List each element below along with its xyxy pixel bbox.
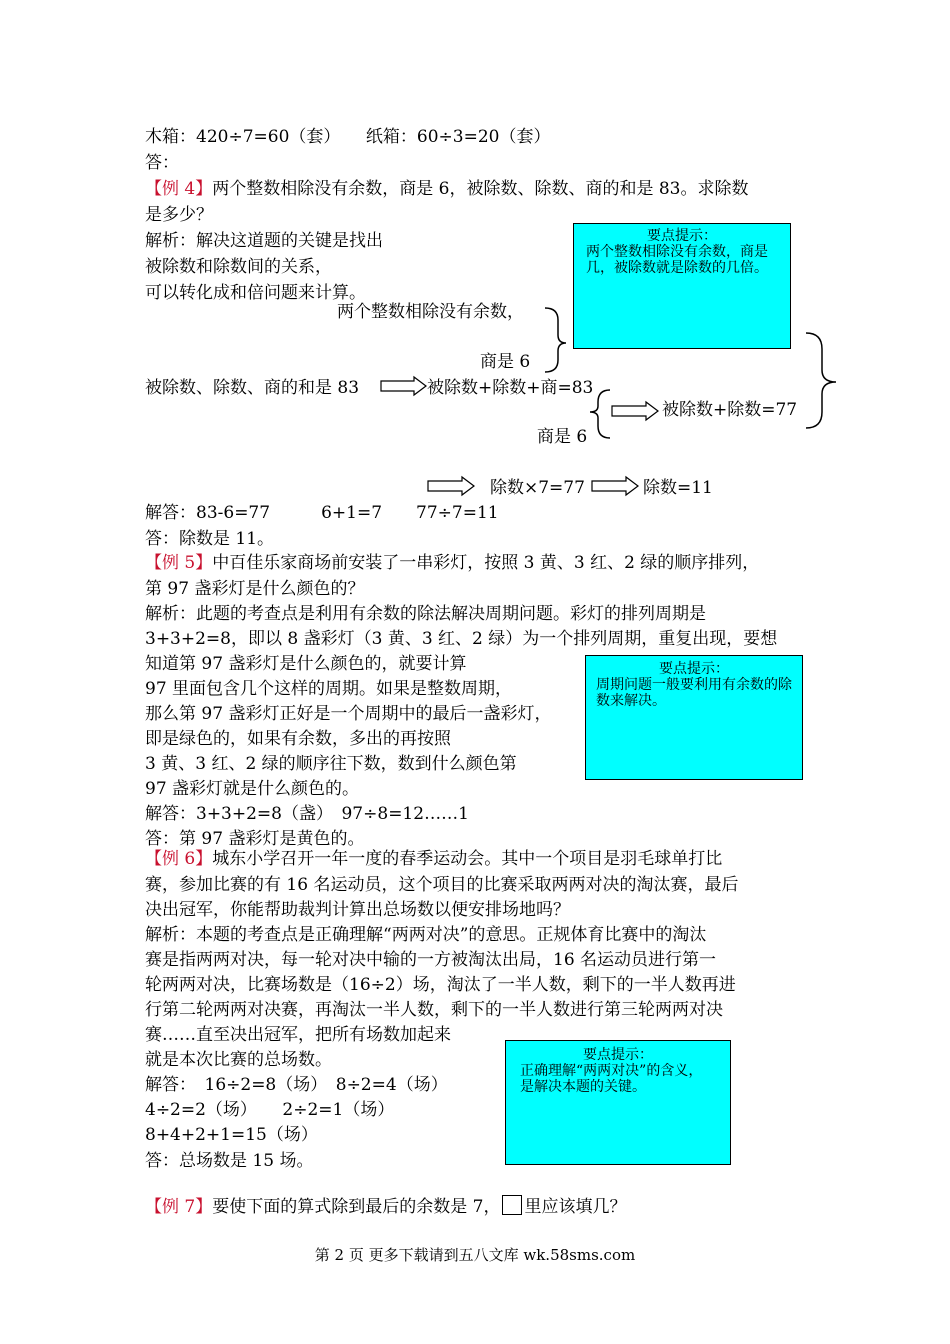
- diagram-eq-sum-83: 被除数+除数+商=83: [427, 378, 594, 398]
- arrow-eq3-to-eq4: [592, 477, 638, 495]
- wood-paper-box-calc: 木箱：420÷7=60（套） 纸箱：60÷3=20（套）: [145, 127, 551, 147]
- ex5-tag: 【例 5】: [145, 553, 213, 573]
- ex5-analysis-line6: 即是绿色的，如果有余数，多出的再按照: [145, 729, 451, 749]
- ex5-question-line2: 第 97 盏彩灯是什么颜色的？: [145, 579, 365, 599]
- ex6-tip-body: 正确理解“两两对决”的含义，是解决本题的关键。: [520, 1063, 703, 1095]
- ex7-question: [145, 1194, 626, 1220]
- diagram-eq-times-7: 除数×7=77: [490, 478, 585, 498]
- ex5-question-line1: [145, 550, 759, 576]
- ex6-question-text: 城东小学召开一年一度的春季运动会。其中一个项目是羽毛球单打比: [212, 849, 723, 869]
- ex6-analysis-line2: 赛是指两两对决，每一轮对决中输的一方被淘汰出局，16 名运动员进行第一: [145, 950, 717, 970]
- ex6-analysis-line4: 行第二轮两两对决赛，再淘汰一半人数，剩下的一半人数进行第三轮两两对决: [145, 1000, 723, 1020]
- ex6-question-line3: 决出冠军，你能帮助裁判计算出总场数以便安排场地吗？: [145, 900, 570, 920]
- diagram-quotient-6-b: 商是 6: [537, 427, 588, 447]
- answer-label: 答：: [145, 153, 179, 173]
- ex7-question-post: 里应该填几？: [524, 1197, 627, 1217]
- ex4-solution: 解答：83-6=77 6+1=7 77÷7=11: [145, 503, 499, 523]
- ex6-analysis-line6: 就是本次比赛的总场数。: [145, 1050, 332, 1070]
- brace-left-small: [590, 390, 610, 438]
- ex5-question-text: 中百佳乐家商场前安装了一串彩灯，按照 3 黄、3 红、2 绿的顺序排列，: [212, 553, 760, 573]
- ex6-question-line2: 赛，参加比赛的有 16 名运动员，这个项目的比赛采取两两对决的淘汰赛，最后: [145, 875, 739, 895]
- ex5-tip-box: [585, 655, 803, 780]
- ex6-tip-box: [505, 1040, 731, 1165]
- ex5-analysis-line4: 97 里面包含几个这样的周期。如果是整数周期，: [145, 679, 513, 699]
- ex5-analysis-line7: 3 黄、3 红、2 绿的顺序往下数，数到什么颜色第: [145, 754, 517, 774]
- ex6-analysis-line3: 轮两两对决，比赛场数是（16÷2）场，淘汰了一半人数，剩下的一半人数再进: [145, 975, 736, 995]
- ex4-question-line2: 是多少？: [145, 205, 213, 225]
- arrow-to-eq3: [428, 477, 474, 495]
- diagram-eq-sum-77: 被除数+除数=77: [662, 400, 798, 420]
- ex7-tag: 【例 7】: [145, 1197, 213, 1217]
- ex6-answer: 答：总场数是 15 场。: [145, 1151, 314, 1171]
- diagram-eq-divisor-11: 除数=11: [643, 478, 713, 498]
- ex5-solution: 解答：3+3+2=8（盏） 97÷8=12……1: [145, 804, 469, 824]
- ex4-answer: 答：除数是 11。: [145, 529, 275, 549]
- page-footer: 第 2 页 更多下载请到五八文库 wk.58sms.com: [314, 1246, 636, 1264]
- ex4-analysis-line3: 可以转化成和倍问题来计算。: [145, 283, 366, 303]
- ex6-solution-line3: 8+4+2+1=15（场）: [145, 1125, 318, 1145]
- ex6-analysis-line5: 赛……直至决出冠军，把所有场数加起来: [145, 1025, 451, 1045]
- arrow-eq1-to-eq2: [612, 402, 658, 420]
- ex7-question-pre: 要使下面的算式除到最后的余数是 7，: [212, 1197, 501, 1217]
- ex4-question-text: 两个整数相除没有余数，商是 6，被除数、除数、商的和是 83。求除数: [212, 179, 749, 199]
- ex4-tip-body: 两个整数相除没有余数，商是几，被除数就是除数的几倍。: [586, 244, 768, 276]
- ex5-analysis-line1: 解析：此题的考查点是利用有余数的除法解决周期问题。彩灯的排列周期是: [145, 604, 706, 624]
- ex5-analysis-line2: 3+3+2=8，即以 8 盏彩灯（3 黄、3 红、2 绿）为一个排列周期，重复出现，要想: [145, 629, 778, 649]
- ex5-tip-title: 要点提示：: [659, 661, 729, 677]
- ex6-tag: 【例 6】: [145, 849, 213, 869]
- ex4-analysis-line1: 解析：解决这道题的关键是找出: [145, 231, 383, 251]
- ex4-analysis-line2: 被除数和除数间的关系，: [145, 257, 332, 277]
- ex6-question-line1: [145, 846, 722, 872]
- brace-right-small: [545, 308, 566, 372]
- brace-right-large: [806, 333, 836, 428]
- ex5-tip-body: 周期问题一般要利用有余数的除数来解决。: [596, 677, 792, 709]
- ex6-tip-title: 要点提示：: [583, 1047, 653, 1063]
- arrow-sum-to-eq1: [381, 377, 426, 395]
- ex5-analysis-line8: 97 盏彩灯就是什么颜色的。: [145, 779, 360, 799]
- ex5-answer: 答：第 97 盏彩灯是黄色的。: [145, 829, 365, 849]
- ex6-analysis-line1: 解析：本题的考查点是正确理解“两两对决”的意思。正规体育比赛中的淘汰: [145, 925, 707, 945]
- diagram-quotient-6-a: 商是 6: [480, 352, 531, 372]
- blank-box: [502, 1195, 522, 1215]
- ex6-solution-line1: 解答： 16÷2=8（场） 8÷2=4（场）: [145, 1075, 448, 1095]
- ex5-analysis-line3: 知道第 97 盏彩灯是什么颜色的，就要计算: [145, 654, 467, 674]
- ex4-tag: 【例 4】: [145, 179, 213, 199]
- ex6-solution-line2: 4÷2=2（场） 2÷2=1（场）: [145, 1100, 395, 1120]
- diagram-sum-83: 被除数、除数、商的和是 83: [145, 378, 360, 398]
- diagram-no-remainder: 两个整数相除没有余数，: [337, 302, 524, 322]
- ex4-tip-title: 要点提示：: [647, 228, 717, 244]
- ex5-analysis-line5: 那么第 97 盏彩灯正好是一个周期中的最后一盏彩灯，: [145, 704, 552, 724]
